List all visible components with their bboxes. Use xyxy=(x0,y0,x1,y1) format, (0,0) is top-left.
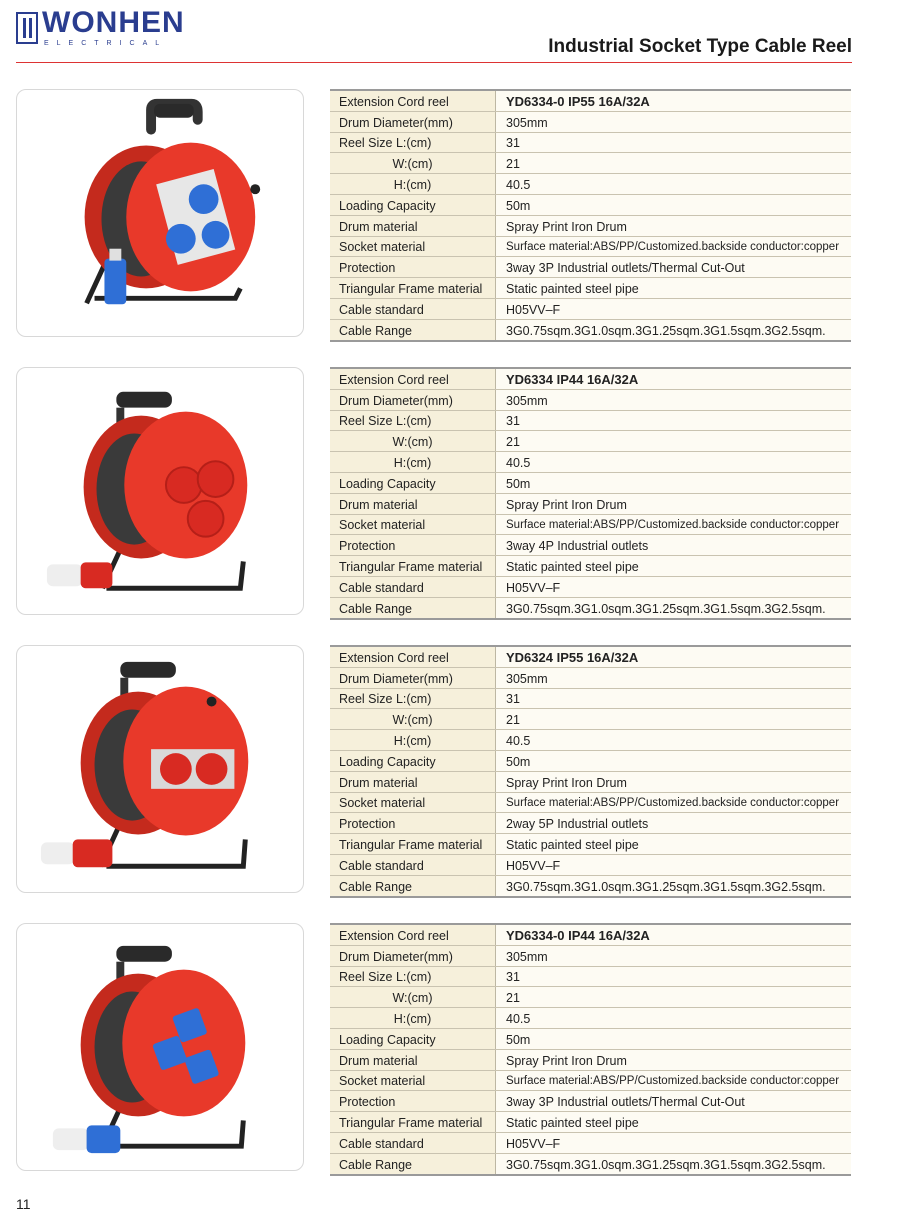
spec-value: 3G0.75sqm.3G1.0sqm.3G1.25sqm.3G1.5sqm.3G2.5sqm. xyxy=(496,1153,852,1174)
table-row xyxy=(330,730,851,751)
spec-label: Loading Capacity xyxy=(330,194,496,215)
spec-label: H:(cm) xyxy=(330,174,496,195)
spec-label: Cable standard xyxy=(330,298,496,319)
table-row xyxy=(330,1028,851,1049)
spec-value: 21 xyxy=(496,153,852,174)
spec-value: 50m xyxy=(496,750,852,771)
spec-label: Cable Range xyxy=(330,875,496,896)
spec-label: Extension Cord reel xyxy=(330,368,496,389)
spec-value: 2way 5P Industrial outlets xyxy=(496,813,852,834)
spec-label: W:(cm) xyxy=(330,153,496,174)
spec-label: Drum material xyxy=(330,215,496,236)
table-row xyxy=(330,90,851,111)
spec-label: H:(cm) xyxy=(330,730,496,751)
spec-label: Drum material xyxy=(330,771,496,792)
spec-value: Surface material:ABS/PP/Customized.backside conductor:copper xyxy=(496,1070,852,1091)
spec-table-1 xyxy=(330,89,851,342)
spec-value: 3way 3P Industrial outlets/Thermal Cut-Out xyxy=(496,257,852,278)
table-row xyxy=(330,945,851,966)
cable-reel-blue-ip44-icon xyxy=(17,924,303,1170)
spec-value: 305mm xyxy=(496,945,852,966)
table-row xyxy=(330,410,851,431)
spec-label: Socket material xyxy=(330,514,496,535)
spec-value: Surface material:ABS/PP/Customized.backside conductor:copper xyxy=(496,514,852,535)
spec-value: 50m xyxy=(496,194,852,215)
model-value: YD6324 IP55 16A/32A xyxy=(496,646,852,667)
spec-label: Cable standard xyxy=(330,1132,496,1153)
spec-label: Socket material xyxy=(330,1070,496,1091)
table-row xyxy=(330,1070,851,1091)
spec-label: Triangular Frame material xyxy=(330,834,496,855)
table-row xyxy=(330,875,851,896)
table-row xyxy=(330,111,851,132)
spec-label: Triangular Frame material xyxy=(330,556,496,577)
brand-subtitle: ELECTRICAL xyxy=(44,40,168,47)
spec-value: 305mm xyxy=(496,111,852,132)
table-row xyxy=(330,174,851,195)
cable-reel-blue-3p-icon xyxy=(17,90,303,336)
spec-table-4 xyxy=(330,923,851,1176)
product-image-2 xyxy=(16,367,304,615)
table-row xyxy=(330,278,851,299)
spec-value: 3G0.75sqm.3G1.0sqm.3G1.25sqm.3G1.5sqm.3G2.5sqm. xyxy=(496,597,852,618)
table-row xyxy=(330,153,851,174)
spec-value: Static painted steel pipe xyxy=(496,834,852,855)
table-row xyxy=(330,813,851,834)
table-row xyxy=(330,493,851,514)
table-row xyxy=(330,771,851,792)
spec-value: 21 xyxy=(496,987,852,1008)
table-row xyxy=(330,1008,851,1029)
spec-label: Cable Range xyxy=(330,597,496,618)
spec-value: Static painted steel pipe xyxy=(496,556,852,577)
model-value: YD6334-0 IP55 16A/32A xyxy=(496,90,852,111)
spec-label: Socket material xyxy=(330,792,496,813)
spec-value: 31 xyxy=(496,410,852,431)
spec-value: Surface material:ABS/PP/Customized.backside conductor:copper xyxy=(496,792,852,813)
spec-label: Reel Size L:(cm) xyxy=(330,966,496,987)
table-row xyxy=(330,132,851,153)
table-row xyxy=(330,597,851,618)
cable-reel-red-5p-icon xyxy=(17,646,303,892)
table-row xyxy=(330,452,851,473)
spec-label: Reel Size L:(cm) xyxy=(330,132,496,153)
spec-table-3 xyxy=(330,645,851,898)
spec-label: Protection xyxy=(330,535,496,556)
spec-label: Cable standard xyxy=(330,576,496,597)
cable-reel-red-4p-icon xyxy=(17,368,303,614)
model-value: YD6334-0 IP44 16A/32A xyxy=(496,924,852,945)
spec-label: Protection xyxy=(330,1091,496,1112)
spec-label: Loading Capacity xyxy=(330,472,496,493)
spec-label: Triangular Frame material xyxy=(330,1112,496,1133)
spec-label: Drum material xyxy=(330,493,496,514)
header-divider xyxy=(16,62,852,63)
spec-label: Drum Diameter(mm) xyxy=(330,111,496,132)
spec-table-2 xyxy=(330,367,851,620)
spec-label: Loading Capacity xyxy=(330,1028,496,1049)
spec-value: 31 xyxy=(496,132,852,153)
spec-label: W:(cm) xyxy=(330,431,496,452)
spec-label: Protection xyxy=(330,813,496,834)
spec-label: Drum Diameter(mm) xyxy=(330,667,496,688)
page-title: Industrial Socket Type Cable Reel xyxy=(548,36,852,57)
spec-value: 40.5 xyxy=(496,174,852,195)
spec-value: Surface material:ABS/PP/Customized.backside conductor:copper xyxy=(496,236,852,257)
spec-value: H05VV–F xyxy=(496,1132,852,1153)
table-row xyxy=(330,194,851,215)
spec-label: Reel Size L:(cm) xyxy=(330,688,496,709)
spec-label: Cable Range xyxy=(330,319,496,340)
spec-value: 3G0.75sqm.3G1.0sqm.3G1.25sqm.3G1.5sqm.3G2.5sqm. xyxy=(496,875,852,896)
spec-label: H:(cm) xyxy=(330,452,496,473)
table-row xyxy=(330,514,851,535)
spec-value: 40.5 xyxy=(496,452,852,473)
spec-value: Static painted steel pipe xyxy=(496,278,852,299)
table-row xyxy=(330,576,851,597)
table-row xyxy=(330,1132,851,1153)
spec-value: 305mm xyxy=(496,389,852,410)
spec-value: 21 xyxy=(496,709,852,730)
spec-value: 3G0.75sqm.3G1.0sqm.3G1.25sqm.3G1.5sqm.3G2.5sqm. xyxy=(496,319,852,340)
table-row xyxy=(330,750,851,771)
spec-value: 31 xyxy=(496,688,852,709)
table-row xyxy=(330,236,851,257)
spec-value: H05VV–F xyxy=(496,298,852,319)
table-row xyxy=(330,987,851,1008)
table-row xyxy=(330,1091,851,1112)
table-row xyxy=(330,257,851,278)
table-row xyxy=(330,1112,851,1133)
table-row xyxy=(330,924,851,945)
spec-value: 50m xyxy=(496,472,852,493)
spec-label: Triangular Frame material xyxy=(330,278,496,299)
brand-name: WONHEN xyxy=(42,6,185,39)
spec-value: 3way 4P Industrial outlets xyxy=(496,535,852,556)
table-row xyxy=(330,215,851,236)
spec-value: 40.5 xyxy=(496,730,852,751)
spec-value: 305mm xyxy=(496,667,852,688)
page-number: 11 xyxy=(16,1196,31,1212)
spec-value: 21 xyxy=(496,431,852,452)
spec-value: Static painted steel pipe xyxy=(496,1112,852,1133)
brand-logo xyxy=(16,6,185,50)
spec-label: Extension Cord reel xyxy=(330,924,496,945)
table-row xyxy=(330,646,851,667)
spec-value: Spray Print Iron Drum xyxy=(496,215,852,236)
spec-label: Drum material xyxy=(330,1049,496,1070)
spec-label: Drum Diameter(mm) xyxy=(330,389,496,410)
table-row xyxy=(330,535,851,556)
spec-value: 3way 3P Industrial outlets/Thermal Cut-Out xyxy=(496,1091,852,1112)
spec-label: Extension Cord reel xyxy=(330,90,496,111)
spec-label: Reel Size L:(cm) xyxy=(330,410,496,431)
spec-value: 50m xyxy=(496,1028,852,1049)
table-row xyxy=(330,368,851,389)
spec-label: Extension Cord reel xyxy=(330,646,496,667)
table-row xyxy=(330,688,851,709)
spec-label: H:(cm) xyxy=(330,1008,496,1029)
spec-label: W:(cm) xyxy=(330,987,496,1008)
table-row xyxy=(330,319,851,340)
spec-label: Cable Range xyxy=(330,1153,496,1174)
table-row xyxy=(330,667,851,688)
table-row xyxy=(330,556,851,577)
spec-label: Loading Capacity xyxy=(330,750,496,771)
model-value: YD6334 IP44 16A/32A xyxy=(496,368,852,389)
spec-value: 40.5 xyxy=(496,1008,852,1029)
product-image-4 xyxy=(16,923,304,1171)
spec-label: Protection xyxy=(330,257,496,278)
table-row xyxy=(330,1049,851,1070)
table-row xyxy=(330,431,851,452)
spec-label: Cable standard xyxy=(330,854,496,875)
table-row xyxy=(330,834,851,855)
table-row xyxy=(330,709,851,730)
product-image-3 xyxy=(16,645,304,893)
table-row xyxy=(330,298,851,319)
brand-mark-icon xyxy=(16,12,38,44)
spec-value: Spray Print Iron Drum xyxy=(496,771,852,792)
spec-value: 31 xyxy=(496,966,852,987)
spec-value: H05VV–F xyxy=(496,854,852,875)
spec-value: Spray Print Iron Drum xyxy=(496,1049,852,1070)
spec-label: W:(cm) xyxy=(330,709,496,730)
spec-label: Socket material xyxy=(330,236,496,257)
table-row xyxy=(330,389,851,410)
table-row xyxy=(330,1153,851,1174)
product-image-1 xyxy=(16,89,304,337)
table-row xyxy=(330,472,851,493)
spec-value: Spray Print Iron Drum xyxy=(496,493,852,514)
table-row xyxy=(330,854,851,875)
spec-value: H05VV–F xyxy=(496,576,852,597)
table-row xyxy=(330,966,851,987)
spec-label: Drum Diameter(mm) xyxy=(330,945,496,966)
table-row xyxy=(330,792,851,813)
